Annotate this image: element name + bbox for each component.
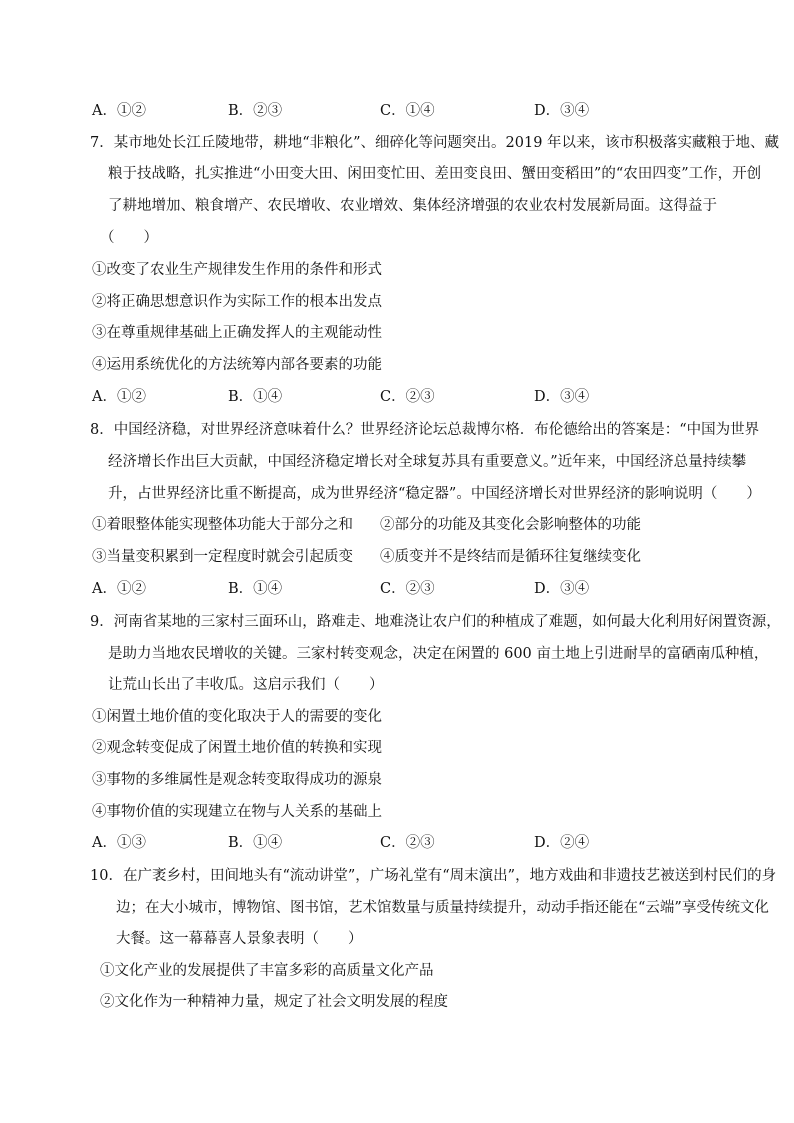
q6-options <box>90 101 730 121</box>
option-a[interactable]: A．①③ <box>92 835 146 851</box>
q8-statement-4: ④质变并不是终结而是循环往复继续变化 <box>380 549 641 565</box>
q9-statement-1: ①闲置土地价值的变化取决于人的需要的变化 <box>92 709 382 725</box>
option-c[interactable]: C．①④ <box>380 103 435 119</box>
q7-stem-line-1: 7．某市地处长江丘陵地带，耕地“非粮化”、细碎化等问题突出。2019 年以来，该市积极落实藏粮于地、藏 <box>90 135 780 151</box>
option-c[interactable]: C．②③ <box>380 581 435 597</box>
option-a[interactable]: A．①② <box>92 103 146 119</box>
option-c[interactable]: C．②③ <box>380 835 435 851</box>
q8-stem-line-3: 升，占世界经济比重不断提高，成为世界经济“稳定器”。中国经济增长对世界经济的影响说明（ ） <box>108 486 761 502</box>
option-d[interactable]: D．③④ <box>534 103 590 119</box>
q9-stem-line-3: 让荒山长出了丰收瓜。这启示我们（ ） <box>108 677 384 693</box>
option-d[interactable]: D．③④ <box>534 389 590 405</box>
q9-stem-line-1: 9．河南省某地的三家村三面环山，路难走、地难浇让农户们的种植成了难题，如何最大化利用好闲置资源， <box>90 614 781 630</box>
q10-stem-line-1: 10．在广袤乡村，田间地头有“流动讲堂”，广场礼堂有“周末演出”，地方戏曲和非遗技艺被送到村民们的身 <box>90 868 777 884</box>
q8-stem-line-2: 经济增长作出巨大贡献，中国经济稳定增长对全球复苏具有重要意义。”近年来，中国经济总量持续攀 <box>108 454 747 470</box>
q8-statement-2: ②部分的功能及其变化会影响整体的功能 <box>380 517 641 533</box>
q8-statement-1: ①着眼整体能实现整体功能大于部分之和 <box>92 517 353 533</box>
q9-statement-2: ②观念转变促成了闲置土地价值的转换和实现 <box>92 740 382 756</box>
q9-statement-4: ④事物价值的实现建立在物与人关系的基础上 <box>92 804 382 820</box>
q10-statement-1: ①文化产业的发展提供了丰富多彩的高质量文化产品 <box>100 963 434 979</box>
option-b[interactable]: B．①④ <box>228 389 283 405</box>
option-d[interactable]: D．②④ <box>534 835 590 851</box>
option-b[interactable]: B．②③ <box>228 103 283 119</box>
q9-stem-line-2: 是助力当地农民增收的关键。三家村转变观念，决定在闲置的 600 亩土地上引进耐旱的富硒南瓜种植， <box>108 646 769 662</box>
q10-stem-line-3: 大餐。这一幕幕喜人景象表明（ ） <box>116 931 363 947</box>
q7-answer-blank: （ ） <box>100 230 158 246</box>
option-c[interactable]: C．②③ <box>380 389 435 405</box>
q7-stem-line-3: 了耕地增加、粮食增产、农民增收、农业增效、集体经济增强的农业农村发展新局面。这得益于 <box>108 198 717 214</box>
option-b[interactable]: B．①④ <box>228 835 283 851</box>
q8-statement-3: ③当量变积累到一定程度时就会引起质变 <box>92 549 353 565</box>
q8-options <box>90 579 730 599</box>
option-a[interactable]: A．①② <box>92 389 146 405</box>
q8-stem-line-1: 8．中国经济稳，对世界经济意味着什么？世界经济论坛总裁博尔格．布伦德给出的答案是：“中国为世界 <box>90 422 760 438</box>
q7-statement-3: ③在尊重规律基础上正确发挥人的主观能动性 <box>92 325 382 341</box>
q7-statement-4: ④运用系统优化的方法统筹内部各要素的功能 <box>92 357 382 373</box>
q7-statement-1: ①改变了农业生产规律发生作用的条件和形式 <box>92 262 382 278</box>
q9-statement-3: ③事物的多维属性是观念转变取得成功的源泉 <box>92 772 382 788</box>
option-b[interactable]: B．①④ <box>228 581 283 597</box>
option-d[interactable]: D．③④ <box>534 581 590 597</box>
q7-stem-line-2: 粮于技战略，扎实推进“小田变大田、闲田变忙田、差田变良田、蟹田变稻田”的“农田四变”工作，开创 <box>108 166 762 182</box>
q10-statement-2: ②文化作为一种精神力量，规定了社会文明发展的程度 <box>100 994 448 1010</box>
q7-statement-2: ②将正确思想意识作为实际工作的根本出发点 <box>92 294 382 310</box>
q10-stem-line-2: 边；在大小城市，博物馆、图书馆，艺术馆数量与质量持续提升，动动手指还能在“云端”享受传统文化 <box>116 900 769 916</box>
q9-options <box>90 833 730 853</box>
option-a[interactable]: A．①② <box>92 581 146 597</box>
q7-options <box>90 387 730 407</box>
